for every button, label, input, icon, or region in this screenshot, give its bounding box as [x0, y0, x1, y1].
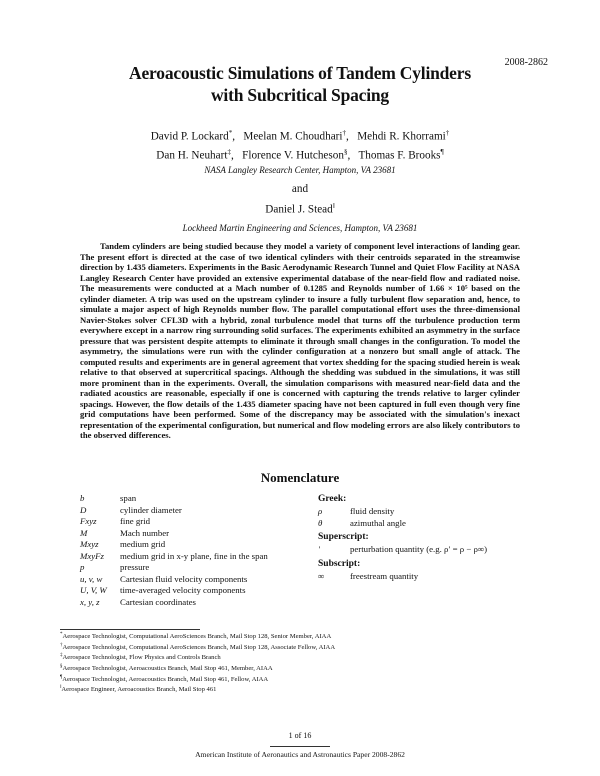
- author-name: Dan H. Neuhart: [156, 149, 228, 162]
- nomenclature-row: [318, 544, 528, 556]
- nomenclature-right-column: [318, 493, 528, 582]
- author-block: [80, 126, 520, 236]
- title-line-1: Aeroacoustic Simulations of Tandem Cylinders: [129, 63, 471, 83]
- author-name: Florence V. Hutcheson: [242, 149, 344, 162]
- nomenclature-row: [80, 574, 320, 586]
- nomenclature-row: [318, 506, 528, 518]
- nom-description: span: [120, 493, 137, 503]
- footnote: [60, 663, 520, 674]
- footnote-mark: ‖: [60, 685, 62, 691]
- greek-heading: Greek:: [318, 494, 347, 504]
- nomenclature-row: [318, 571, 528, 583]
- footnote-text: Aerospace Technologist, Computational AeroSciences Branch, Mail Stop 128, Senior Member, AIAA: [62, 633, 332, 641]
- nom-symbol: b: [80, 493, 85, 503]
- nomenclature-row: [80, 505, 320, 517]
- nom-symbol: ′: [318, 544, 320, 554]
- footnote-mark: †: [60, 642, 63, 648]
- title-line-2: with Subcritical Spacing: [210, 85, 389, 105]
- nomenclature-row: [318, 518, 528, 530]
- nom-description: Mach number: [120, 527, 170, 538]
- nom-description: Cartesian coordinates: [120, 596, 196, 607]
- paper-title: [100, 62, 500, 106]
- nomenclature-row: [80, 528, 320, 540]
- author-mark: *: [228, 129, 233, 137]
- footnotes: [60, 631, 520, 695]
- nom-description: fine grid: [120, 516, 151, 526]
- nom-symbol: U, V, W: [80, 585, 107, 595]
- nom-description: time-averaged velocity components: [120, 585, 246, 595]
- author-mark: †: [445, 129, 450, 137]
- footnote-mark: §: [60, 664, 63, 670]
- nom-symbol: x, y, z: [80, 596, 100, 607]
- nomenclature-row: [80, 551, 320, 563]
- author-mark: †: [342, 129, 347, 137]
- nom-symbol: D: [80, 504, 87, 515]
- footnote: [60, 652, 520, 663]
- nomenclature-row: [80, 585, 320, 597]
- nom-description: Cartesian fluid velocity components: [120, 573, 248, 584]
- author-line-2: Dan H. Neuhart‡, Florence V. Hutcheson§, Thomas F. Brooks¶: [156, 147, 444, 162]
- affiliation-nasa: NASA Langley Research Center, Hampton, VA 23681: [204, 165, 396, 176]
- nomenclature-row: [80, 597, 320, 609]
- footer-rule: [270, 746, 330, 747]
- author-mark: ‖: [332, 202, 335, 211]
- nom-description: medium grid: [120, 539, 166, 549]
- footnote-text: Aerospace Engineer, Aeroacoustics Branch, Mail Stop 461: [61, 686, 217, 694]
- author-mark: ¶: [440, 147, 444, 156]
- author-name: David P. Lockard: [150, 130, 229, 143]
- page-number: 1 of 16: [288, 731, 312, 740]
- paper-id: 2008-2862: [504, 57, 548, 68]
- author-name: Thomas F. Brooks: [358, 149, 441, 162]
- footnote-mark: *: [60, 632, 63, 637]
- footnote: [60, 631, 520, 642]
- footnote-text: Aerospace Technologist, Aeroacoustics Branch, Mail Stop 461, Fellow, AIAA: [62, 675, 269, 683]
- footnote-mark: ¶: [60, 674, 63, 680]
- footnote-mark: ‡: [60, 653, 63, 659]
- author-mark: §: [343, 147, 348, 156]
- author-name: Mehdi R. Khorrami: [357, 130, 446, 143]
- nom-symbol: u, v, w: [80, 573, 103, 584]
- nom-description: fluid density: [350, 506, 395, 516]
- nom-symbol: MxyFz: [80, 550, 104, 561]
- affiliation-lockheed: Lockheed Martin Engineering and Sciences, Hampton, VA 23681: [182, 223, 418, 234]
- nom-symbol: p: [80, 562, 85, 572]
- author-mark: ‡: [227, 147, 231, 156]
- author-line-3: [80, 199, 520, 218]
- footer-text: American Institute of Aeronautics and Astronautics Paper 2008-2862: [195, 750, 405, 759]
- nomenclature-left-column: [80, 493, 320, 608]
- and-conjunction: and: [291, 183, 309, 196]
- nom-description: perturbation quantity (e.g. ρ′ = ρ − ρ∞): [350, 544, 488, 554]
- nom-symbol: Fxyz: [80, 516, 97, 526]
- footnote: [60, 674, 520, 685]
- nomenclature-row: [80, 493, 320, 505]
- nom-symbol: ρ: [318, 506, 323, 516]
- nomenclature-title: Nomenclature: [260, 470, 340, 485]
- abstract: Tandem cylinders are being studied because they model a variety of component level interactions of landing gear. The present effort is directed at the case of two identical cylinders with their centroids separated in the streamwise direction by 1.435 diameters. Experiments in the Basic Aerodynamic Research Tunnel and Quiet Flow Facility at NASA Langley Research Center have provided an extensive experimental database of the near-field flow and radiated noise. The measurements were conducted at a Mach number of 0.1285 and Reynolds number of 1.66 × 10⁵ based on the cylinder diameter. A trip was used on the upstream cylinder to insure a fully turbulent flow separation and, hence, to simulate a major aspect of high Reynolds number flow. The parallel computational effort uses the three-dimensional Navier-Stokes solver CFL3D with a hybrid, zonal turbulence model that turns off the turbulence production term everywhere except in a narrow ring surrounding solid surfaces. The experiments exhibited an asymmetry in the surface pressure that was persistent despite attempts to eliminate it through small changes in the configuration. To model the asymmetry, the simulations were run with the cylinder configuration at a nonzero but small angle of attack. The computed results and experiments are in general agreement that vortex shedding for the spacing studied herein is weak relative to that observed at supercritical spacings. Although the shedding was subdued in the simulations, it was still more prominent than in the experiments. Overall, the simulation comparisons with measured near-field data and the radiated acoustics are reasonable, especially if one is concerned with capturing the trends relative to larger cylinder spacings. However, the flow details of the 1.435 diameter spacing have not been captured in full even though very fine grid computations have been performed. Some of the discrepancy may be associated with the simulation's inexact representation of the experimental configuration, but numerical and flow modeling errors are also likely contributors to the observed differences.: [80, 241, 520, 440]
- nom-description: azimuthal angle: [350, 517, 406, 528]
- nomenclature-row: [80, 562, 320, 574]
- nomenclature-row: [80, 539, 320, 551]
- nomenclature-row: [80, 516, 320, 528]
- nom-symbol: θ: [318, 517, 323, 528]
- footnote-text: Aerospace Technologist, Flow Physics and Controls Branch: [62, 654, 221, 662]
- nom-description: pressure: [120, 562, 150, 572]
- nom-description: freestream quantity: [350, 570, 419, 581]
- nom-symbol: M: [80, 527, 88, 538]
- footnote-text: Aerospace Technologist, Aeroacoustics Branch, Mail Stop 461, Member, AIAA: [62, 665, 273, 673]
- nom-description: cylinder diameter: [120, 504, 182, 515]
- author-line-1: David P. Lockard*, Meelan M. Choudhari†, Mehdi R. Khorrami†: [150, 129, 450, 143]
- superscript-heading: Superscript:: [318, 532, 369, 542]
- author-name: Daniel J. Stead: [265, 204, 333, 217]
- nom-symbol: ∞: [318, 570, 325, 581]
- footnote-text: Aerospace Technologist, Computational AeroSciences Branch, Mail Stop 128, Associate Fellow, AIAA: [62, 643, 336, 651]
- footnote-rule: [60, 629, 200, 630]
- nom-symbol: Mxyz: [80, 539, 99, 549]
- nom-description: medium grid in x-y plane, fine in the span: [120, 550, 268, 561]
- subscript-heading: Subscript:: [318, 558, 361, 569]
- author-name: Meelan M. Choudhari: [243, 130, 343, 143]
- footnote: [60, 684, 520, 695]
- footnote: [60, 642, 520, 653]
